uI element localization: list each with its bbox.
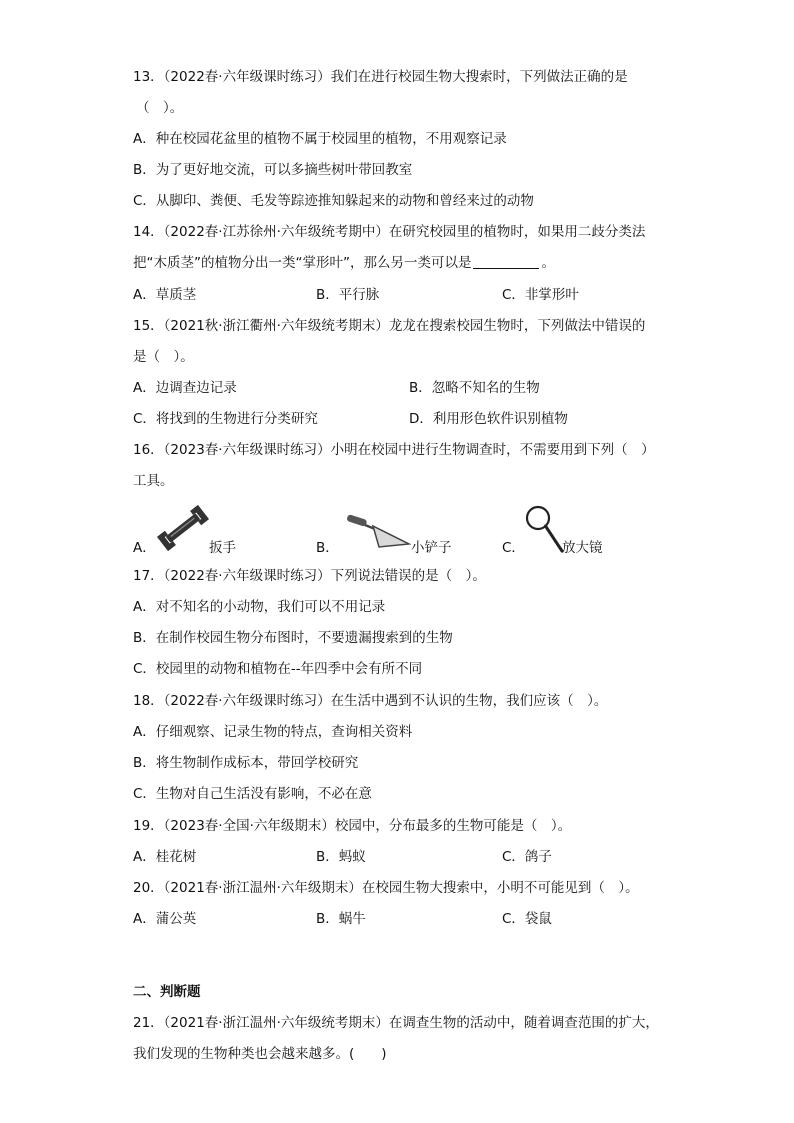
q13-option-c: C．从脚印、粪便、毛发等踪迹推知躲起来的动物和曾经来过的动物 [133,193,534,209]
q13-stem-line1: 13．（2022春·六年级课时练习）我们在进行校园生物大搜索时，下列做法正确的是 [133,69,628,85]
q16-option-c-label: 放大镜 [562,540,603,556]
q16-option-c-letter: C． [502,540,525,556]
q19-stem-line1: 19．（2023春·全国·六年级期末）校园中，分布最多的生物可能是（ ）。 [133,818,572,834]
q15-stem-line1: 15．（2021秋·浙江衢州·六年级统考期末）龙龙在搜索校园生物时，下列做法中错误的 [133,318,646,334]
q16-stem-line1: 16．（2023春·六年级课时练习）小明在校园中进行生物调查时，不需要用到下列（ ） [133,442,655,458]
section-title: 二、判断题 [133,984,201,1000]
q20-option-a: A．蒲公英 [133,911,197,927]
q13-option-b: B．为了更好地交流，可以多摘些树叶带回教室 [133,162,413,178]
q17-option-b: B．在制作校园生物分布图时，不要遗漏搜索到的生物 [133,630,453,646]
q14-stem-line2 [133,253,555,273]
trowel-icon [345,514,411,552]
q14-option-c: C．非掌形叶 [502,287,579,303]
q21-stem-line2: 我们发现的生物种类也会越来越多。( ) [133,1046,387,1062]
q19-option-b: B．蚂蚁 [316,849,366,865]
wrench-icon [156,502,210,554]
q20-option-c: C．袋鼠 [502,911,552,927]
q15-option-a: A．边调查边记录 [133,380,237,396]
q16-option-b-letter: B． [316,540,339,556]
q13-stem-line2: （ ）。 [136,100,184,116]
q14-option-a: A．草质茎 [133,287,197,303]
q15-option-d: D．利用形色软件识别植物 [409,411,568,427]
q14-stem-line1: 14．（2022春·江苏徐州·六年级统考期中）在研究校园里的植物时，如果用二歧分类法 [133,224,646,240]
q16-option-a-label: 扳手 [209,540,236,556]
q20-stem-line1: 20．（2021春·浙江温州·六年级期末）在校园生物大搜索中，小明不可能见到（ ）。 [133,880,639,896]
q21-stem-line1: 21．（2021春·浙江温州·六年级统考期末）在调查生物的活动中，随着调查范围的扩大， [133,1015,659,1031]
q16-stem-line2: 工具。 [133,473,174,489]
q17-stem-line1: 17．（2022春·六年级课时练习）下列说法错误的是（ ）。 [133,568,486,584]
q15-option-b: B．忽略不知名的生物 [409,380,540,396]
magnifier-icon [524,505,564,553]
q14-option-b: B．平行脉 [316,287,380,303]
q16-option-a-letter: A． [133,540,156,556]
q17-option-a: A．对不知名的小动物，我们可以不用记录 [133,599,386,615]
q18-option-a: A．仔细观察、记录生物的特点，查询相关资料 [133,724,413,740]
q18-option-c: C．生物对自己生活没有影响，不必在意 [133,786,372,802]
q15-stem-line2: 是（ ）。 [133,349,194,365]
q17-option-c: C．校园里的动物和植物在--年四季中会有所不同 [133,661,423,677]
q14-stem-text: 把“木质茎”的植物分出一类“掌形叶”，那么另一类可以是 [133,255,472,271]
q16-option-b-label: 小铲子 [411,540,452,556]
q14-stem-end: 。 [541,255,555,271]
q19-option-c: C．鸽子 [502,849,552,865]
q13-option-a: A．种在校园花盆里的植物不属于校园里的植物，不用观察记录 [133,131,507,147]
q20-option-b: B．蜗牛 [316,911,366,927]
q15-option-c: C．将找到的生物进行分类研究 [133,411,318,427]
q18-stem-line1: 18．（2022春·六年级课时练习）在生活中遇到不认识的生物，我们应该（ ）。 [133,693,608,709]
q19-option-a: A．桂花树 [133,849,197,865]
answer-blank[interactable] [473,254,539,269]
q18-option-b: B．将生物制作成标本，带回学校研究 [133,755,359,771]
